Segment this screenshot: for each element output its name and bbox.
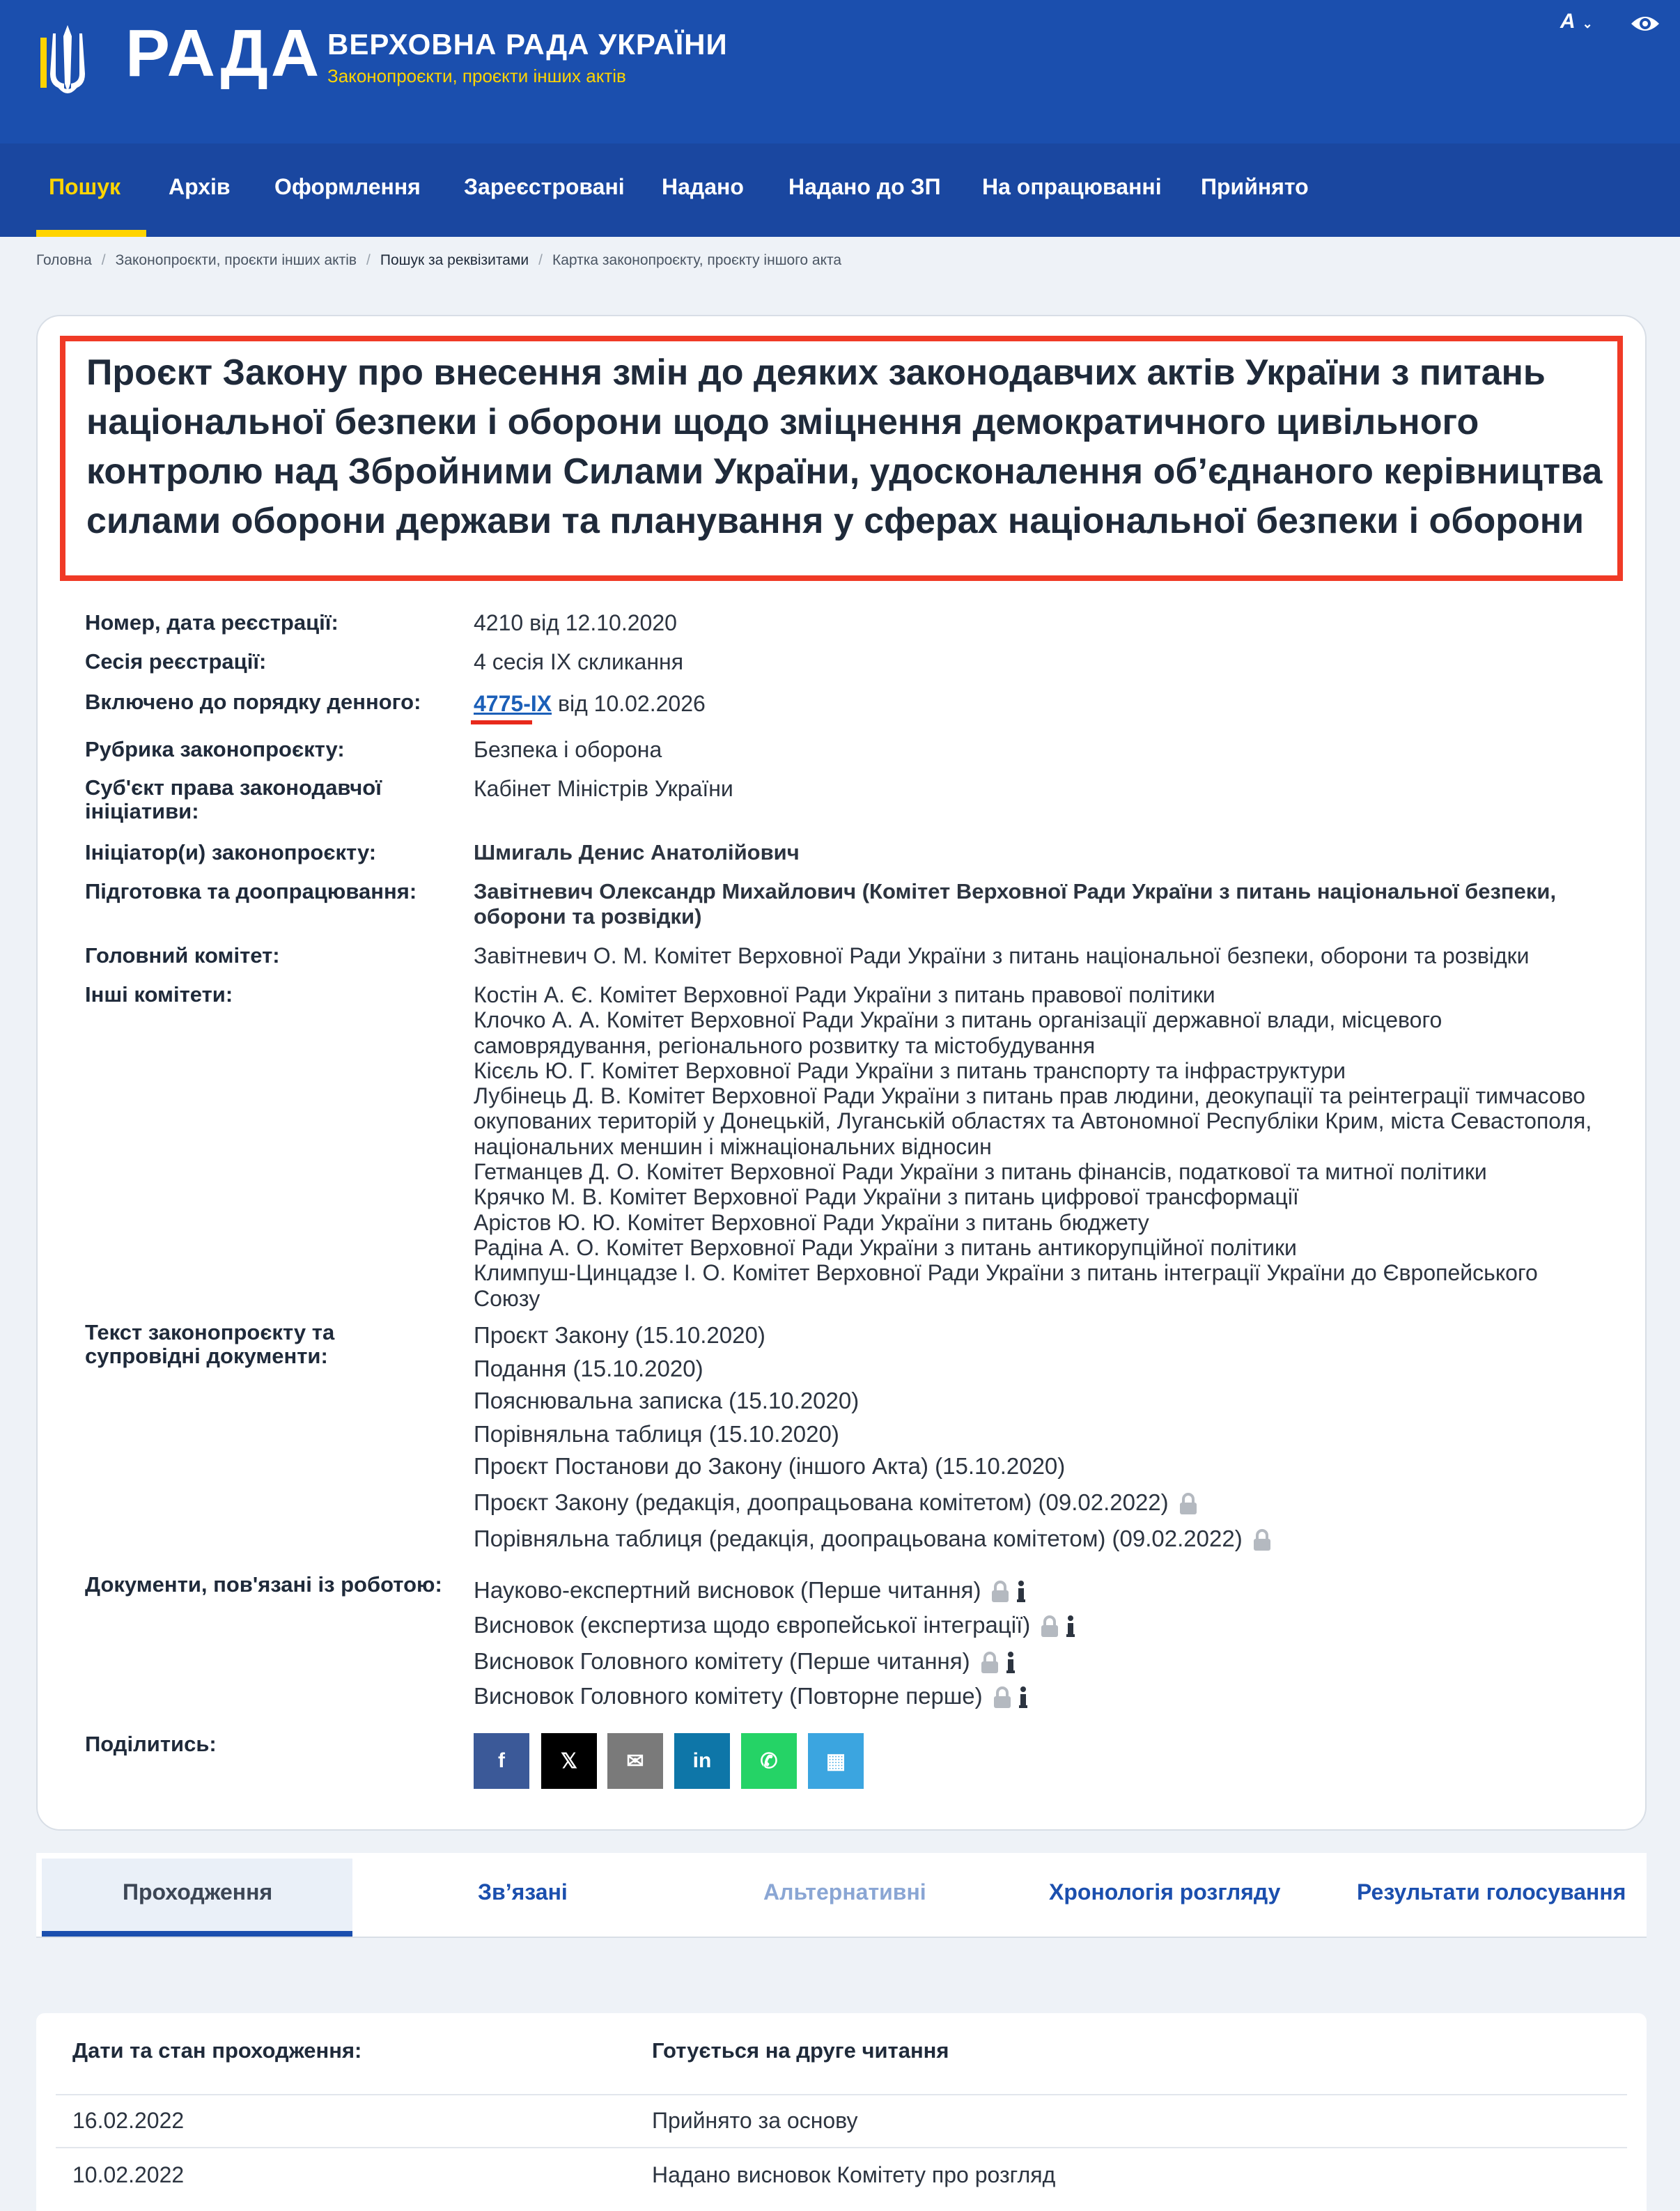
doc-link-locked[interactable] — [474, 1526, 1272, 1552]
qr-code-icon: ▦ — [825, 1749, 846, 1773]
share-x-button[interactable] — [541, 1733, 597, 1789]
committee-item: Арістов Ю. Ю. Комітет Верховної Ради України з питань бюджету — [474, 1209, 1149, 1235]
eye-icon[interactable] — [1630, 13, 1660, 35]
info-icon[interactable] — [1018, 1686, 1029, 1709]
table-divider — [56, 2147, 1627, 2148]
committee-item: Крячко М. В. Комітет Верховної Ради України з питань цифрової трансформації — [474, 1184, 1299, 1210]
nav-item-formatting[interactable]: Оформлення — [274, 174, 421, 199]
rubric-value: Безпека і оборона — [474, 737, 662, 762]
doc-link-text: Проєкт Закону (редакція, доопрацьована комітетом) (09.02.2022) — [474, 1489, 1169, 1515]
breadcrumb-bills[interactable]: Законопроєкти, проєкти інших актів — [115, 252, 357, 268]
breadcrumb-separator: / — [101, 252, 106, 268]
agenda-value — [474, 691, 1602, 716]
site-header — [0, 0, 1680, 143]
share-facebook-button[interactable] — [474, 1733, 529, 1789]
breadcrumb-search[interactable]: Пошук за реквізитами — [380, 252, 529, 268]
bill-title: Проєкт Закону про внесення змін до деяких законодавчих актів України з питань національної безпеки і оборони щодо зміцнення демократичного цивільного контролю над Збройними Силами України, удосконалення об’єднаного керівництва силами оборони держави та планування у сферах національної безпеки і оборони — [86, 352, 1603, 541]
rubric-label: Рубрика законопроєкту: — [85, 737, 345, 761]
tab-active-indicator — [42, 1931, 352, 1937]
share-label: Поділитись: — [85, 1732, 217, 1756]
related-doc-text: Висновок Головного комітету (Повторне перше) — [474, 1683, 983, 1709]
tab-related[interactable]: Зв’язані — [478, 1879, 568, 1904]
doc-link-locked[interactable] — [474, 1489, 1198, 1516]
site-subtitle: Законопроєкти, проєкти інших актів — [327, 65, 626, 86]
main-nav — [0, 143, 1680, 237]
font-switch-label: A — [1560, 10, 1576, 33]
lock-icon — [1179, 1492, 1198, 1516]
email-icon: ✉ — [626, 1749, 644, 1773]
lock-icon — [1252, 1528, 1272, 1552]
agenda-date: від 10.02.2026 — [552, 691, 706, 716]
related-doc-text: Висновок Головного комітету (Перше читання) — [474, 1648, 970, 1674]
passage-header-right: Готується на друге читання — [652, 2038, 949, 2063]
site-title[interactable]: ВЕРХОВНА РАДА УКРАЇНИ — [327, 28, 728, 61]
passage-row-date: 16.02.2022 — [72, 2108, 185, 2133]
share-linkedin-button[interactable] — [674, 1733, 730, 1789]
committee-item: Кісєль Ю. Г. Комітет Верховної Ради України з питань транспорту та інфраструктури — [474, 1057, 1346, 1083]
nav-item-archive[interactable]: Архів — [169, 174, 231, 199]
initiator-value: Шмигаль Денис Анатолійович — [474, 840, 800, 864]
tab-alternative[interactable]: Альтернативні — [763, 1879, 926, 1904]
table-divider — [56, 2094, 1627, 2095]
other-committees-label: Інші комітети: — [85, 982, 233, 1007]
main-committee-value: Завітневич О. М. Комітет Верховної Ради України з питань національної безпеки, оборони та розвідки — [474, 943, 1530, 968]
prep-label: Підготовка та доопрацювання: — [85, 879, 417, 903]
committee-item: Клочко А. А. Комітет Верховної Ради України з питань організації державної влади, місцевого самоврядування, регіонального розвитку та містобудування — [474, 1007, 1442, 1058]
doc-link[interactable]: Подання (15.10.2020) — [474, 1356, 703, 1381]
texts-label: Текст законопроєкту та супровідні документи: — [85, 1320, 335, 1368]
doc-link[interactable]: Проєкт Закону (15.10.2020) — [474, 1322, 765, 1348]
passage-row-status: Надано висновок Комітету про розгляд — [652, 2162, 1056, 2187]
agenda-link[interactable]: 4775-IX — [474, 691, 552, 716]
tab-chronology[interactable]: Хронологія розгляду — [1049, 1879, 1281, 1904]
related-doc-link[interactable] — [474, 1612, 1076, 1638]
related-doc-link[interactable] — [474, 1648, 1016, 1675]
nav-item-submitted[interactable]: Надано — [662, 174, 744, 199]
breadcrumb-separator: / — [538, 252, 543, 268]
doc-link-text: Порівняльна таблиця (редакція, доопрацьована комітетом) (09.02.2022) — [474, 1526, 1243, 1551]
nav-item-adopted[interactable]: Прийнято — [1201, 174, 1309, 199]
committee-item: Костін А. Є. Комітет Верховної Ради України з питань правової політики — [474, 982, 1215, 1007]
breadcrumb — [36, 252, 841, 269]
doc-link[interactable]: Порівняльна таблиця (15.10.2020) — [474, 1421, 839, 1447]
session-value: 4 сесія IX скликання — [474, 649, 684, 674]
related-doc-link[interactable] — [474, 1577, 1027, 1604]
agenda-label: Включено до порядку денного: — [85, 690, 421, 714]
trident-emblem-icon[interactable] — [40, 25, 95, 98]
related-doc-text: Науково-експертний висновок (Перше читання) — [474, 1577, 981, 1603]
lock-icon — [993, 1686, 1012, 1709]
main-committee-label: Головний комітет: — [85, 943, 280, 968]
initiator-label: Ініціатор(и) законопроєкту: — [85, 840, 377, 864]
passage-row-date: 10.02.2022 — [72, 2162, 185, 2187]
prep-value: Завітневич Олександр Михайлович (Комітет Верховної Ради України з питань національної безпеки, оборони та розвідки) — [474, 879, 1557, 929]
lock-icon — [980, 1651, 1000, 1675]
subject-label: Суб'єкт права законодавчої ініціативи: — [85, 775, 382, 823]
linkedin-icon: in — [692, 1749, 712, 1772]
share-qr-button[interactable] — [808, 1733, 864, 1789]
share-whatsapp-button[interactable] — [741, 1733, 797, 1789]
related-doc-link[interactable] — [474, 1683, 1029, 1709]
facebook-icon: f — [498, 1749, 505, 1772]
nav-item-search[interactable]: Пошук — [49, 174, 121, 199]
breadcrumb-current: Картка законопроєкту, проєкту іншого акта — [552, 252, 842, 268]
other-committees-list — [474, 982, 1602, 1311]
committee-item: Лубінець Д. В. Комітет Верховної Ради України з питань прав людини, деокупації та реінтеграції тимчасово окупованих територій у Донецькій, Луганській областях та Автономної Республіки Крим, міста Севастополя, національних меншин і міжнаціональних відносин — [474, 1083, 1592, 1159]
tab-voting-results[interactable]: Результати голосування — [1357, 1879, 1626, 1904]
site-logo-word[interactable]: РАДА — [125, 16, 322, 91]
info-icon[interactable] — [1016, 1580, 1027, 1604]
lock-icon — [990, 1580, 1010, 1604]
session-label: Сесія реєстрації: — [85, 649, 267, 674]
font-size-switch[interactable] — [1560, 10, 1593, 33]
committee-item: Гетманцев Д. О. Комітет Верховної Ради України з питань фінансів, податкової та митної політики — [474, 1159, 1487, 1185]
info-icon[interactable] — [1065, 1615, 1076, 1638]
related-docs-label: Документи, пов'язані із роботою: — [85, 1572, 442, 1597]
committee-item: Климпуш-Цинцадзе І. О. Комітет Верховної Ради України з питань інтеграції України до Європейського Союзу — [474, 1260, 1538, 1311]
breadcrumb-separator: / — [366, 252, 371, 268]
doc-link[interactable]: Проєкт Постанови до Закону (іншого Акта) (15.10.2020) — [474, 1453, 1066, 1479]
x-icon: 𝕏 — [560, 1749, 578, 1773]
nav-item-in-progress[interactable]: На опрацюванні — [982, 174, 1162, 199]
number-label: Номер, дата реєстрації: — [85, 610, 339, 635]
related-doc-text: Висновок (експертиза щодо європейської інтеграції) — [474, 1612, 1031, 1638]
passage-row-status: Прийнято за основу — [652, 2108, 858, 2133]
doc-link[interactable]: Пояснювальна записка (15.10.2020) — [474, 1388, 860, 1413]
link-highlight-underline — [471, 720, 532, 724]
whatsapp-icon: ✆ — [760, 1749, 778, 1773]
nav-item-submitted-zp[interactable]: Надано до ЗП — [788, 174, 941, 199]
chevron-down-icon: ⌄ — [1582, 17, 1593, 31]
lock-icon — [1040, 1615, 1059, 1638]
committee-item: Радіна А. О. Комітет Верховної Ради України з питань антикорупційної політики — [474, 1234, 1297, 1260]
share-email-button[interactable] — [607, 1733, 663, 1789]
number-value: 4210 від 12.10.2020 — [474, 610, 677, 635]
info-icon[interactable] — [1005, 1651, 1016, 1675]
tab-passage[interactable]: Проходження — [123, 1879, 273, 1904]
nav-item-registered[interactable]: Зареєстровані — [464, 174, 625, 199]
breadcrumb-home[interactable]: Головна — [36, 252, 92, 268]
nav-active-indicator — [36, 230, 146, 237]
passage-header-left: Дати та стан проходження: — [72, 2038, 362, 2063]
subject-value: Кабінет Міністрів України — [474, 776, 733, 801]
